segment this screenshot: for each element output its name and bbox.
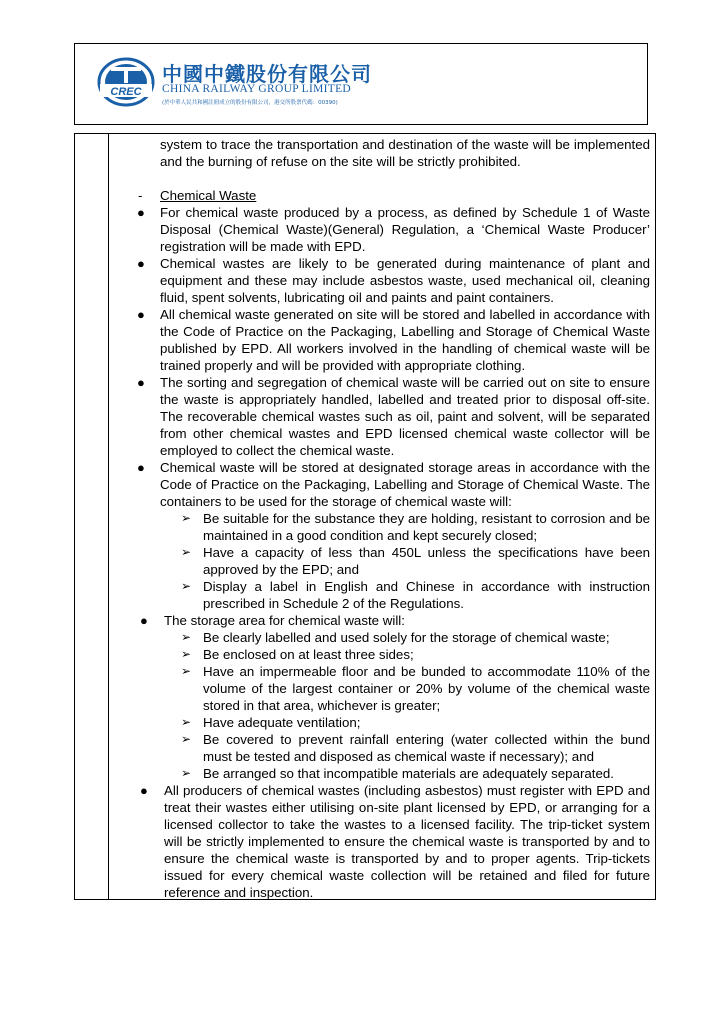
sub-list-item (181, 765, 650, 782)
bullet-icon: ● (140, 613, 148, 628)
crec-logo-icon (97, 57, 155, 107)
bullet-icon: ● (137, 256, 145, 271)
content-body (137, 136, 650, 901)
sub-list-item (181, 663, 650, 714)
list-item-text: The storage area for chemical waste will: (164, 613, 405, 628)
list-item (140, 782, 650, 901)
list-item (137, 255, 650, 306)
list-item-text: For chemical waste produced by a process, as defined by Schedule 1 of Waste Disposal (Chemical Waste)(General) Regulation, a ‘Chemical Waste Producer’ registration will be made with EPD. (160, 205, 650, 254)
content-table (74, 133, 656, 900)
letterhead (74, 43, 648, 125)
arrow-bullet-icon: ➢ (181, 545, 192, 559)
sub-list-item (181, 510, 650, 544)
company-name-chinese: 中國中鐵股份有限公司 (162, 62, 372, 86)
sub-list-item (181, 731, 650, 765)
list-item (137, 204, 650, 255)
arrow-bullet-icon: ➢ (181, 511, 192, 525)
list-item-text: Chemical wastes are likely to be generated during maintenance of plant and equipment and these may include asbestos waste, used mechanical oil, cleaning fluid, spent solvents, lubricating oil and paints and paint containers. (160, 256, 650, 305)
sub-list-item-text: Be clearly labelled and used solely for the storage of chemical waste; (203, 630, 610, 645)
arrow-bullet-icon: ➢ (181, 630, 192, 644)
logo-text: CREC (110, 86, 142, 98)
list-item (137, 306, 650, 374)
sub-list-item-text: Have a capacity of less than 450L unless the specifications have been approved by the EPD; and (203, 545, 650, 577)
dash-marker: - (138, 188, 143, 203)
sub-list-item (181, 578, 650, 612)
sub-list-item-text: Be arranged so that incompatible materials are adequately separated. (203, 766, 614, 781)
section-heading (138, 187, 650, 204)
bullet-icon: ● (137, 375, 145, 390)
arrow-bullet-icon: ➢ (181, 766, 192, 780)
list-item-text: All chemical waste generated on site will be stored and labelled in accordance with the Code of Practice on the Packaging, Labelling and Storage of Chemical Waste published by EPD. All workers involved in the handling of chemical waste will be trained properly and will be provided with appropriate clothing. (160, 307, 650, 373)
arrow-bullet-icon: ➢ (181, 732, 192, 746)
list-item (137, 374, 650, 459)
arrow-bullet-icon: ➢ (181, 715, 192, 729)
sub-list-item-text: Be covered to prevent rainfall entering (water collected within the bund must be tested and disposed as chemical waste if necessary); and (203, 732, 650, 764)
sub-list-item (181, 544, 650, 578)
sub-list-item-text: Display a label in English and Chinese in accordance with instruction prescribed in Schedule 2 of the Regulations. (203, 579, 650, 611)
list-item (140, 612, 650, 629)
company-name-english: CHINA RAILWAY GROUP LIMITED (162, 83, 352, 95)
bullet-icon: ● (137, 307, 145, 322)
list-item (137, 459, 650, 510)
list-item-text: The sorting and segregation of chemical waste will be carried out on site to ensure the waste is appropriately handled, labelled and treated prior to disposal off-site. The recoverable chemical wastes such as oil, paint and solvent, will be separated from other chemical wastes and EPD licensed chemical waste collector will be employed to collect the chemical waste. (160, 375, 650, 458)
bullet-icon: ● (137, 205, 145, 220)
sub-list-item-text: Have an impermeable floor and be bunded to accommodate 110% of the volume of the largest container or 20% by volume of the chemical waste stored in that area, whichever is greater; (203, 664, 650, 713)
column-divider (108, 134, 109, 899)
bullet-icon: ● (140, 783, 148, 798)
arrow-bullet-icon: ➢ (181, 579, 192, 593)
section-title: Chemical Waste (160, 188, 257, 203)
arrow-bullet-icon: ➢ (181, 647, 192, 661)
sub-list-item (181, 714, 650, 731)
list-item-text: Chemical waste will be stored at designated storage areas in accordance with the Code of Practice on the Packaging, Labelling and Storage of Chemical Waste. The containers to be used for the storage of chemical waste will: (160, 460, 650, 509)
sub-list-item-text: Be enclosed on at least three sides; (203, 647, 414, 662)
intro-paragraph: system to trace the transportation and destination of the waste will be implemented and the burning of refuse on the site will be strictly prohibited. (160, 137, 650, 169)
list-item-text: All producers of chemical wastes (including asbestos) must register with EPD and treat their wastes either utilising on-site plant licensed by EPD, or arranging for a licensed collector to take the wastes to a licensed facility. The trip-ticket system will be strictly implemented to ensure the chemical waste is transported by and to ensure the chemical waste is transported by and to proper agents. Trip-tickets issued for every chemical waste collection will be retained and filed for future reference and inspection. (164, 783, 650, 900)
bullet-icon: ● (137, 460, 145, 475)
company-registration-note: (於中華人民共和國註冊成立的股份有限公司，港交所股票代碼：00390) (162, 100, 338, 106)
arrow-bullet-icon: ➢ (181, 664, 192, 678)
sub-list-item (181, 646, 650, 663)
sub-list-item-text: Be suitable for the substance they are holding, resistant to corrosion and be maintained in a good condition and kept securely closed; (203, 511, 650, 543)
sub-list-item-text: Have adequate ventilation; (203, 715, 361, 730)
sub-list-item (181, 629, 650, 646)
